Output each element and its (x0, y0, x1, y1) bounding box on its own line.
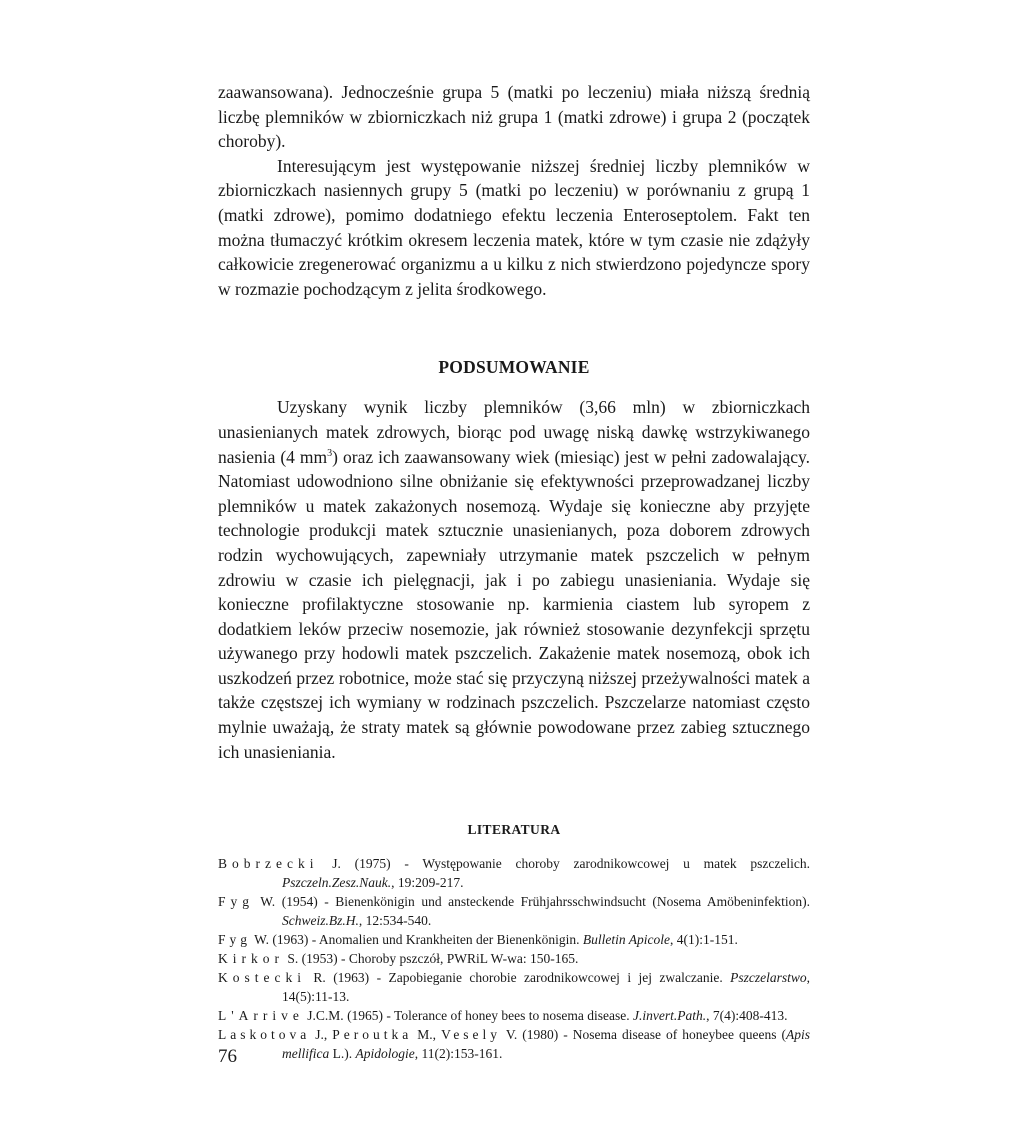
reference-tail: , 12:534-540. (358, 913, 432, 929)
literature-heading: LITERATURA (467, 822, 561, 838)
reference-text: (1963) - Anomalien und Krankheiten der Bienenkönigin. (272, 932, 583, 948)
page-body (218, 80, 810, 1063)
reference-tail: , 11(2):153-161. (414, 1046, 503, 1062)
reference-list (218, 854, 810, 1063)
reference-item (218, 968, 810, 1006)
reference-author: Peroutka (332, 1027, 413, 1043)
reference-initials: J. (318, 856, 355, 872)
reference-author: Fyg (218, 894, 255, 910)
summary-text-start: Uzyskany wynik liczby plemników (3,66 mln) w zbiorniczkach unasienianych matek zdrowych, biorąc pod uwagę niską dawkę wstrzykiwanego nasienia (4 mm (218, 397, 810, 467)
reference-author: Laskotova (218, 1027, 311, 1043)
reference-text: (1975) - Występowanie choroby zarodnikowcowej u matek pszczelich. (354, 856, 810, 872)
reference-initials: W. (254, 894, 282, 910)
reference-item (218, 949, 810, 968)
reference-separator: M., (412, 1027, 442, 1043)
reference-separator: J., (310, 1027, 333, 1043)
reference-journal: Pszczeln.Zesz.Nauk. (282, 875, 392, 891)
reference-tail: , 14(5):11-13. (282, 970, 810, 1005)
reference-text: (1963) - Zapobieganie chorobie zarodnikowcowej i jej zwalczanie. (333, 970, 731, 986)
reference-journal: J.invert.Path. (633, 1008, 707, 1024)
reference-tail: , 7(4):408-413. (706, 1008, 788, 1024)
reference-journal: Bulletin Apicole (582, 932, 670, 948)
reference-author: Kirkor (218, 951, 284, 967)
reference-journal: Schweiz.Bz.H. (282, 913, 359, 929)
reference-initials: W. (251, 932, 273, 948)
reference-separator: V. (501, 1027, 523, 1043)
reference-text: (1953) - Choroby pszczół, PWRiL W-wa: 150-165. (301, 951, 579, 967)
summary-paragraph (218, 395, 810, 764)
reference-initials: R. (306, 970, 334, 986)
reference-journal: Pszczelarstwo (730, 970, 807, 986)
reference-text: (1980) - Nosema disease of honeybee queens ( (522, 1027, 786, 1043)
reference-item (218, 1006, 810, 1025)
reference-item (218, 892, 810, 930)
reference-item (218, 930, 810, 949)
reference-author: Vesely (441, 1027, 502, 1043)
reference-item (218, 1025, 810, 1063)
summary-text-rest: ) oraz ich zaawansowany wiek (miesiąc) jest w pełni zadowalający. Natomiast udowodniono silne obniżanie się efektywności przeprowadzanej liczby plemników u matek zakażonych nosemozą. Wydaje się konieczne aby przyjęte technologie produkcji matek sztucznie unasienianych, poza doborem zdrowych rodzin wychowujących, zapewniały utrzymanie matek pszczelich w pełnym zdrowiu w czasie ich pielęgnacji, jak i po zabiegu unasieniania. Wydaje się konieczne profilaktyczne stosowanie np. karmienia ciastem lub syropem z dodatkiem leków przeciw nosemozie, jak również stosowanie dezynfekcji sprzętu używanego przy hodowli matek pszczelich. Zakażenie matek nosemozą, obok ich uszkodzeń przez robotnice, może stać się przyczyną niższej przeżywalności matek a także częstszej ich wymiany w rodzinach pszczelich. Pszczelarze natomiast często mylnie uważają, że straty matek są głównie powodowane przez zabieg sztucznego ich unasieniania. (218, 446, 811, 762)
reference-author: L'Arrive (218, 1008, 304, 1024)
summary-superscript: 3 (327, 447, 333, 459)
reference-author: Bobrzecki (218, 856, 319, 872)
reference-initials: S. (284, 951, 302, 967)
reference-author: Kostecki (218, 970, 306, 986)
paragraph-continued: zaawansowana). Jednocześnie grupa 5 (matki po leczeniu) miała niższą średnią liczbę plemników w zbiorniczkach niż grupa 1 (matki zdrowe) i grupa 2 (początek choroby). (218, 82, 810, 152)
reference-initials: J.C.M. (303, 1008, 348, 1024)
reference-journal: Apidologie (355, 1046, 415, 1062)
page-number: 76 (218, 1046, 237, 1067)
reference-text: (1954) - Bienenkönigin und ansteckende Frühjahrsschwindsucht (Nosema Amöbeninfektion). (281, 894, 810, 910)
reference-tail: , 19:209-217. (391, 875, 464, 891)
reference-item (218, 854, 810, 892)
paragraph-interesting-finding: Interesującym jest występowanie niższej średniej liczby plemników w zbiorniczkach nasiennych grupy 5 (matki po leczeniu) w porównaniu z grupą 1 (matki zdrowe), pomimo dodatniego efektu leczenia Enteroseptolem. Fakt ten można tłumaczyć krótkim okresem leczenia matek, które w tym czasie nie zdążyły całkowicie zregenerować organizmu a u kilku z nich stwierdzono pojedyncze spory w rozmazie pochodzącym z jelita środkowego. (218, 155, 810, 299)
summary-heading: PODSUMOWANIE (438, 357, 590, 378)
reference-tail: , 4(1):1-151. (669, 932, 738, 948)
reference-species: Apis mellifica (282, 1027, 810, 1062)
reference-text: (1965) - Tolerance of honey bees to nosema disease. (347, 1008, 634, 1024)
reference-text: L.). (329, 1046, 356, 1062)
reference-author: Fyg (218, 932, 252, 948)
